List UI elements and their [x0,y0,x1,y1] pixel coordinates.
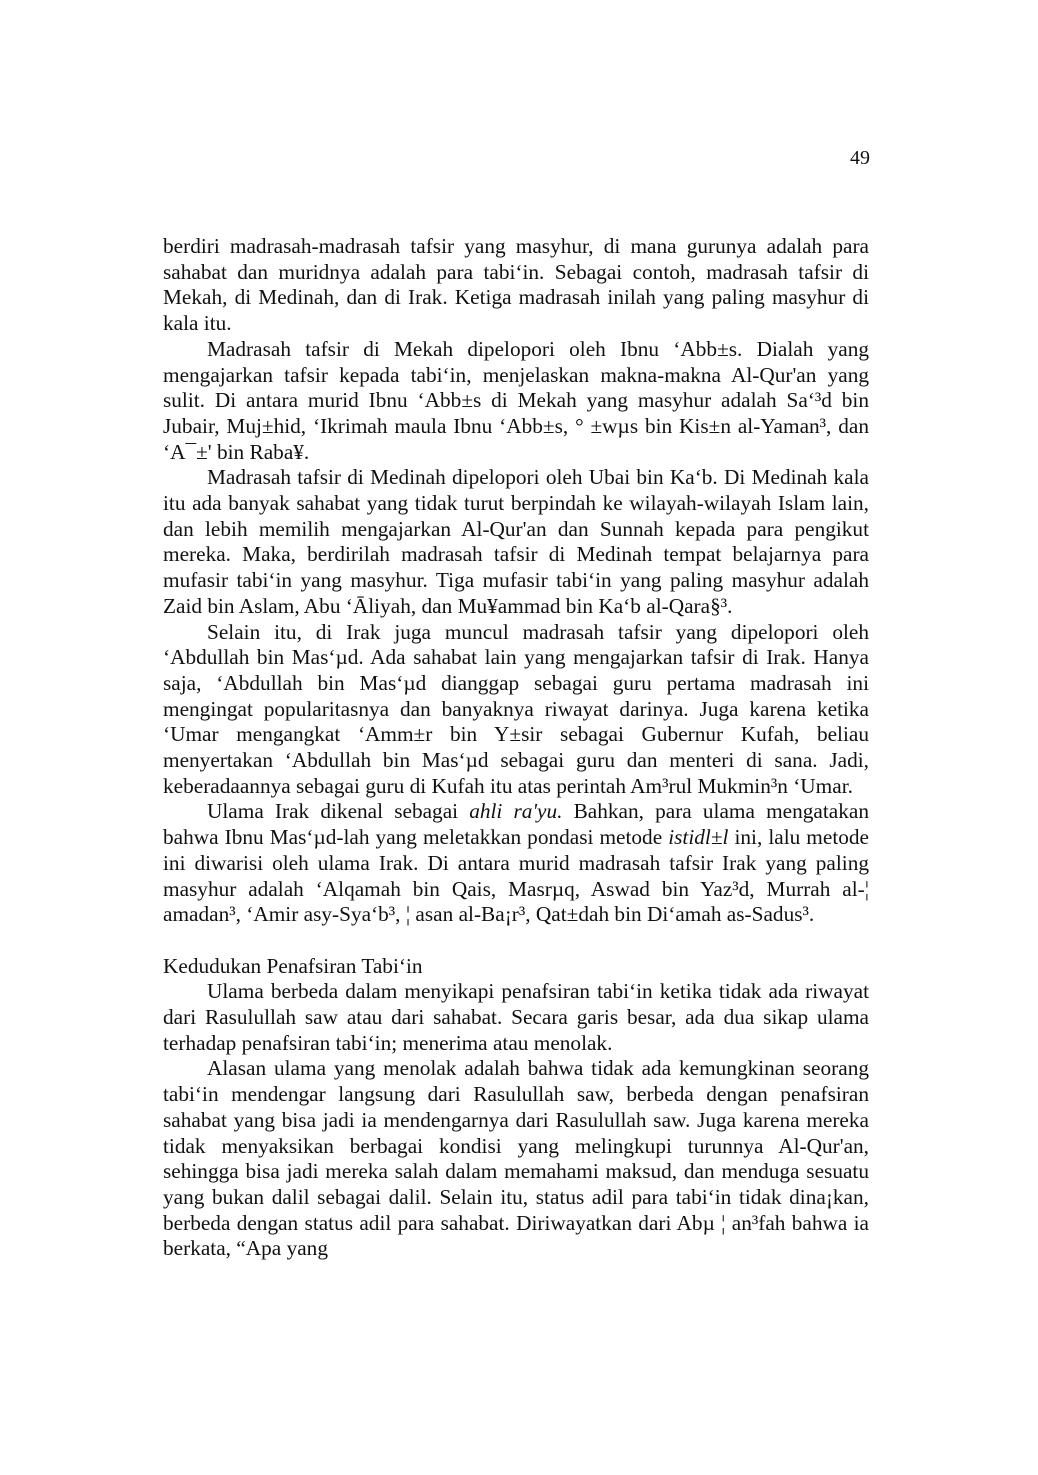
text-run: Selain itu, di Irak juga muncul madrasah tafsir yang dipelopori oleh ‘Abdullah bin Mas‘µd. Ada sahabat lain yang mengajarkan tafsir di Irak. Hanya saja, ‘Abdullah bin Mas‘µd dianggap sebagai guru pertama madrasah ini mengingat popularitasnya dan banyaknya riwayat darinya. Juga karena ketika ‘Umar mengangkat ‘Amm±r bin Y±sir sebagai Gubernur Kufah, beliau menyertakan ‘Abdullah bin Mas‘µd sebagai guru dan menteri di sana. Jadi, keberadaannya sebagai guru di Kufah itu atas perintah Am³rul Mukmin³n ‘Umar. [163,619,869,798]
page-number: 49 [850,147,870,169]
text-run: Madrasah tafsir di Medinah dipelopori oleh Ubai bin Ka‘b. Di Medinah kala itu ada banyak sahabat yang tidak turut berpindah ke wilayah-wilayah Islam lain, dan lebih memilih mengajarkan Al-Qur'an dan Sunnah kepada para pengikut mereka. Maka, berdirilah madrasah tafsir di Medinah tempat belajarnya para mufasir tabi‘in yang masyhur. Tiga mufasir tabi‘in yang paling masyhur adalah Zaid bin Aslam, Abu ‘Āliyah, dan Mu¥ammad bin Ka‘b al-Qara§³. [163,465,869,618]
paragraph [163,799,869,928]
text-run: Ulama Irak dikenal sebagai [207,799,470,824]
text-run: Bahkan, para ulama mengatakan bahwa Ibnu Mas‘µd-lah yang meletakkan pondasi metode [163,799,869,850]
paragraph [163,234,869,337]
intro-section [163,234,869,928]
kedudukan-section [163,979,869,1262]
paragraph [163,979,869,1056]
text-run: Alasan ulama yang menolak adalah bahwa tidak ada kemungkinan seorang tabi‘in mendengar langsung dari Rasulullah saw, berbeda dengan penafsiran sahabat yang bisa jadi ia mendengarnya dari Rasulullah saw. Juga karena mereka tidak menyaksikan berbagai kondisi yang melingkupi turunnya Al-Qur'an, sehingga bisa jadi mereka salah dalam memahami maksud, dan menduga sesuatu yang bukan dalil sebagai dalil. Selain itu, status adil para tabi‘in tidak dina¡kan, berbeda dengan status adil para sahabat. Diriwayatkan dari Abµ ¦ an³fah bahwa ia berkata, “Apa yang [163,1056,869,1261]
paragraph [163,465,869,619]
text-run: Madrasah tafsir di Mekah dipelopori oleh Ibnu ‘Abb±s. Dialah yang mengajarkan tafsir kepada tabi‘in, menjelaskan makna-makna Al-Qur'an yang sulit. Di antara murid Ibnu ‘Abb±s di Mekah yang masyhur adalah Sa‘³d bin Jubair, Muj±hid, ‘Ikrimah maula Ibnu ‘Abb±s, ° ±wµs bin Kis±n al-Yaman³, dan ‘A¯±' bin Raba¥. [163,336,869,464]
paragraph [163,337,869,466]
text-run: ini, lalu metode ini diwarisi oleh ulama Irak. Di antara murid madrasah tafsir Irak yang paling masyhur adalah ‘Alqamah bin Qais, Masrµq, Aswad bin Yaz³d, Murrah al-¦ amadan³, ‘Amir asy-Sya‘b³, ¦ asan al-Ba¡r³, Qat±dah bin Di‘amah as-Sadus³. [163,825,869,927]
text-run: Ulama berbeda dalam menyikapi penafsiran tabi‘in ketika tidak ada riwayat dari Rasulullah saw atau dari sahabat. Secara garis besar, ada dua sikap ulama terhadap penafsiran tabi‘in; menerima atau menolak. [163,979,869,1055]
paragraph [163,1056,869,1262]
section-heading: Kedudukan Penafsiran Tabi‘in [163,953,423,978]
body-text [163,234,869,1262]
text-run: berdiri madrasah-madrasah tafsir yang masyhur, di mana gurunya adalah para sahabat dan muridnya adalah para tabi‘in. Sebagai contoh, madrasah tafsir di Mekah, di Medinah, dan di Irak. Ketiga madrasah inilah yang paling masyhur di kala itu. [163,234,869,336]
italic-term: ahli ra'yu. [469,799,563,824]
paragraph [163,620,869,800]
italic-term: istidl±l [668,825,729,850]
